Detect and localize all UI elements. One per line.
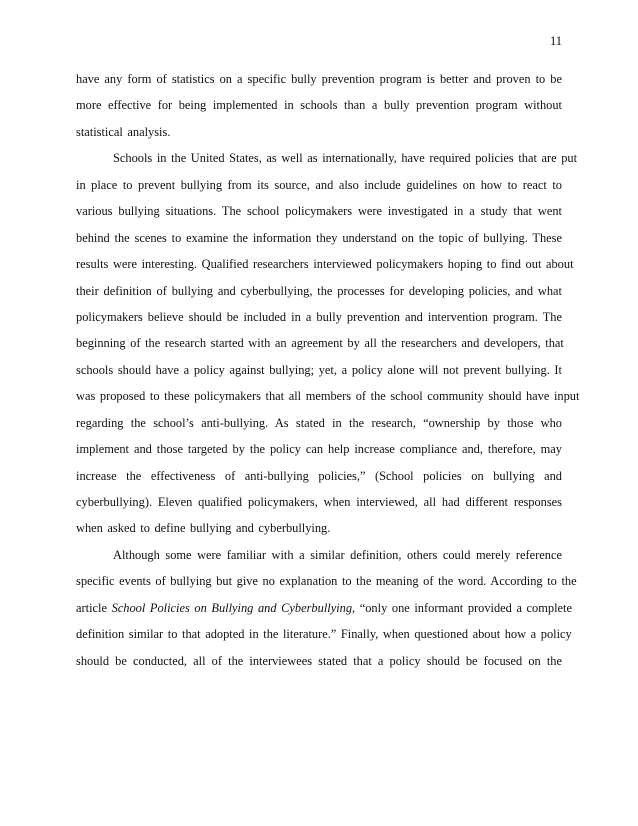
page-number: 11 [549,34,562,48]
article-title: School Policies on Bullying and Cyberbullying [111,600,353,615]
text-line: beginning of the research started with an agreement by all the researchers and developers, that [76,336,564,351]
text-line: increase the effectiveness of anti-bullying policies,” (School policies on bullying and [76,468,562,483]
text-line: results were interesting. Qualified researchers interviewed policymakers hoping to find out about [76,257,574,272]
text-line: various bullying situations. The school policymakers were investigated in a study that went [76,204,562,219]
text-line: more effective for being implemented in schools than a bully prevention program without [76,98,562,113]
text-line: policymakers believe should be included in a bully prevention and intervention program. The [76,309,562,324]
paragraph-first-line: Although some were familiar with a similar definition, others could merely reference [113,547,562,562]
text-line: cyberbullying). Eleven qualified policymakers, when interviewed, all had different responses [76,495,562,509]
text-line: implement and those targeted by the policy can help increase compliance and, therefore, may [76,442,562,457]
document-body [76,66,580,674]
text-line: statistical analysis. [76,124,171,139]
text-line: their definition of bullying and cyberbullying, the processes for developing policies, and what [76,283,562,298]
text-line: schools should have a policy against bullying; yet, a policy alone will not prevent bullying. It [76,362,562,377]
text-line: definition similar to that adopted in the literature.” Finally, when questioned about how a policy [76,627,572,642]
paragraph-first-line: Schools in the United States, as well as internationally, have required policies that are put [113,151,578,166]
text-line-with-title [76,595,572,621]
text-line: when asked to define bullying and cyberbullying. [76,521,331,536]
text-line: behind the scenes to examine the information they understand on the topic of bullying. These [76,230,562,245]
line-suffix: , “only one informant provided a complete [352,600,572,615]
text-line: should be conducted, all of the interviewees stated that a policy should be focused on the [76,653,562,668]
text-line: regarding the school’s anti-bullying. As stated in the research, “ownership by those who [76,415,562,430]
text-line: was proposed to these policymakers that all members of the school community should have input [76,389,580,404]
line-prefix: article [76,600,112,615]
text-line: have any form of statistics on a specific bully prevention program is better and proven to be [76,72,562,86]
text-line: in place to prevent bullying from its source, and also include guidelines on how to react to [76,177,562,192]
text-line: specific events of bullying but give no explanation to the meaning of the word. According to the [76,574,577,589]
